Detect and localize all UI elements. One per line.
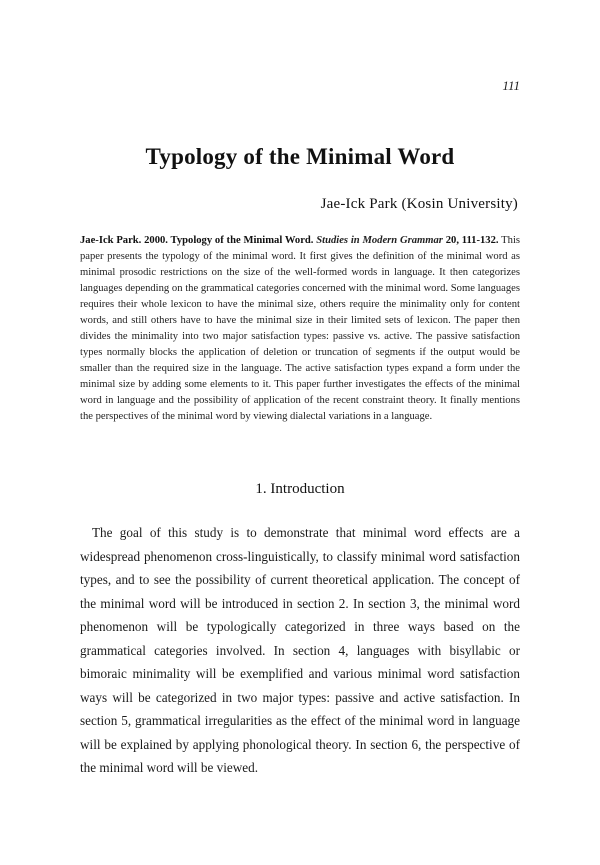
abstract-text: This paper presents the typology of the minimal word. It first gives the definition of the minimal word as minimal prosodic restrictions on the size of the well-formed words in language. It then categorizes languages depending on the grammatical categories concerned with the minimal word. Some languages requires their whole lexicon to have the minimal size, others require the minimality only for content words, and still others have to have the minimal size in their limited sets of lexicon. The paper then divides the minimality into two major satisfaction types: passive vs. active. The passive satisfaction types normally blocks the application of deletion or truncation of segments if the output would be smaller than the required size in the language. The active satisfaction types expand a form under the minimal size by adding some elements to it. This paper further investigates the effects of the minimal word in language and the possibility of application of the recent constraint theory. It finally mentions the perspectives of the minimal word by viewing dialectal variations in a language. bbox=[80, 235, 521, 422]
paper-title: Typology of the Minimal Word bbox=[145, 144, 455, 169]
author-affiliation: Jae-Ick Park (Kosin University) bbox=[320, 196, 518, 212]
page-number: 111 bbox=[502, 78, 520, 93]
abstract-volume-pages: 20, 111-132. bbox=[445, 235, 499, 246]
abstract bbox=[80, 233, 520, 425]
introduction-paragraph: The goal of this study is to demonstrate that minimal word effects are a widespread phenomenon cross-linguistically, to classify minimal word satisfaction types, and to see the possibility of current theoretical application. The concept of the minimal word will be introduced in section 2. In section 3, the minimal word phenomenon will be typologically categorized in three ways based on the grammatical categories involved. In section 4, languages with bisyllabic or bimoraic minimality will be exemplified and various minimal word satisfaction ways will be categorized in two major types: passive and active satisfaction. In section 5, grammatical irregularities as the effect of the minimal word in language will be explained by applying phonological theory. In section 6, the perspective of the minimal word will be viewed. bbox=[80, 525, 520, 775]
section-heading: 1. Introduction bbox=[255, 481, 345, 497]
abstract-journal: Studies in Modern Grammar bbox=[316, 235, 443, 246]
abstract-citation: Jae-Ick Park. 2000. Typology of the Minimal Word. bbox=[80, 235, 314, 246]
introduction-body bbox=[80, 521, 520, 780]
